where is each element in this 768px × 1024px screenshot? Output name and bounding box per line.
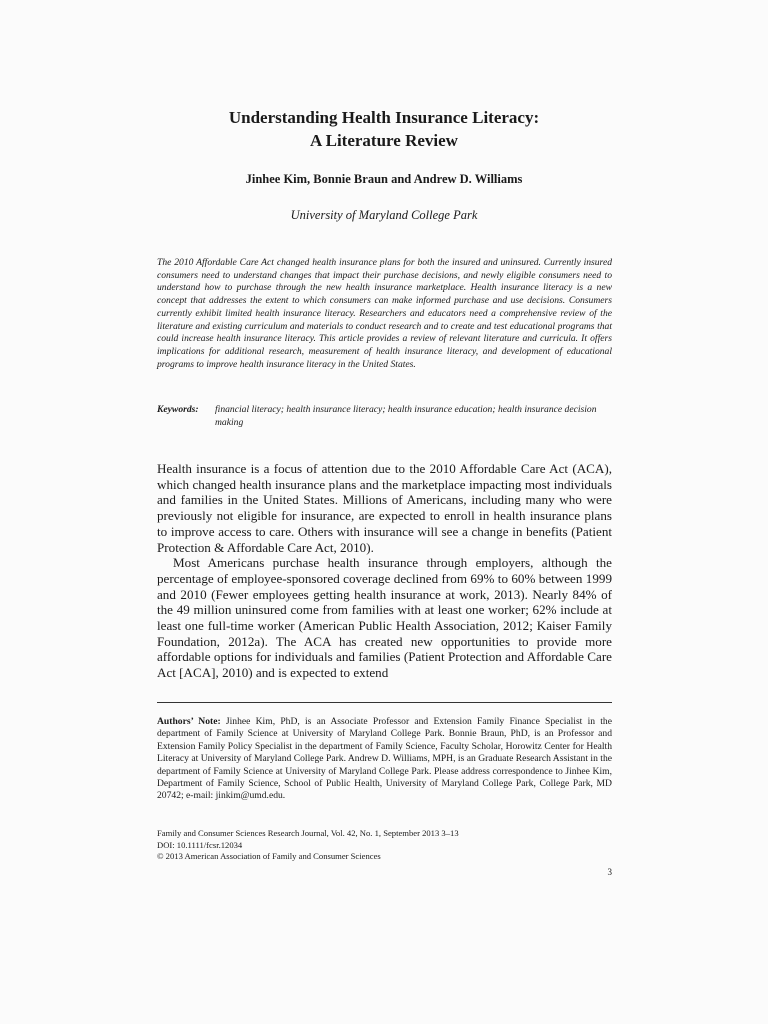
journal-copyright: © 2013 American Association of Family and Consumer Sciences [157,851,381,862]
author-list: Jinhee Kim, Bonnie Braun and Andrew D. Williams [245,172,523,186]
body-paragraph-1: Health insurance is a focus of attention due to the 2010 Affordable Care Act (ACA), which changed health insurance plans and the marketplace impacting most individuals and families in the United States. Millions of Americans, including many who were previously not eligible for insurance, are expected to enroll in health insurance plans to improve access to care. Others with insurance will see a change in benefits (Patient Protection & Affordable Care Act, 2010). [157,461,612,555]
keywords-text: financial literacy; health insurance literacy; health insurance education; health insurance decision making [215,404,597,428]
journal-doi: DOI: 10.1111/fcsr.12034 [157,839,243,850]
abstract: The 2010 Affordable Care Act changed health insurance plans for both the insured and uninsured. Currently insured consumers need to understand changes that impact their purchase decisions, and newly eligible consumers need to understand how to purchase through the new health insurance marketplace. Health insurance literacy is a new concept that addresses the extent to which consumers can make informed purchase and use decisions. Consumers currently exhibit limited health insurance literacy. Researchers and educators need a comprehensive review of the literature and existing curriculum and materials to conduct research and to create and test educational programs that could increase health insurance literacy. This article provides a review of relevant literature and curricula. It offers implications for additional research, measurement of health insurance literacy, and development of educational programs to improve health insurance literacy in the United States. [157,257,612,370]
keywords [157,404,612,429]
authors-note-label: Authors’ Note: [157,716,221,727]
journal-citation: Family and Consumer Sciences Research Journal, Vol. 42, No. 1, September 2013 3–13 [157,828,459,838]
authors-note-text: Jinhee Kim, PhD, is an Associate Professor and Extension Family Finance Specialist in the department of Family Science at University of Maryland College Park. Bonnie Braun, PhD, is an Professor and Extension Family Policy Specialist in the department of Family Science, Faculty Scholar, Horowitz Center for Health Literacy at University of Maryland College Park. Andrew D. Williams, MPH, is an Graduate Research Assistant in the department of Family Science at University of Maryland College Park. Please address correspondence to Jinhee Kim, Department of Family Science, School of Public Health, University of Maryland College Park, College Park, MD 20742; e-mail: jinkim@umd.edu. [157,716,612,802]
journal-info [157,828,612,863]
article-title [0,106,768,152]
article-title-line-2: A Literature Review [310,131,458,150]
authors-note [157,716,612,803]
affiliation: University of Maryland College Park [290,208,478,222]
body-paragraph-2: Most Americans purchase health insurance through employers, although the percentage of employee-sponsored coverage declined from 69% to 60% between 1999 and 2010 (Fewer employees getting health insurance at work, 2013). Nearly 84% of the 49 million uninsured come from families with at least one worker; 62% include at least one full-time worker (American Public Health Association, 2012; Kaiser Family Foundation, 2012a). The ACA has created new opportunities to provide more affordable options for individuals and families (Patient Protection and Affordable Care Act [ACA], 2010) and is expected to extend [157,555,612,681]
page-number: 3 [607,867,612,877]
body-text [157,461,612,681]
article-title-line-1: Understanding Health Insurance Literacy: [228,108,540,127]
footnote-divider [157,702,612,703]
keywords-label: Keywords: [157,404,199,415]
